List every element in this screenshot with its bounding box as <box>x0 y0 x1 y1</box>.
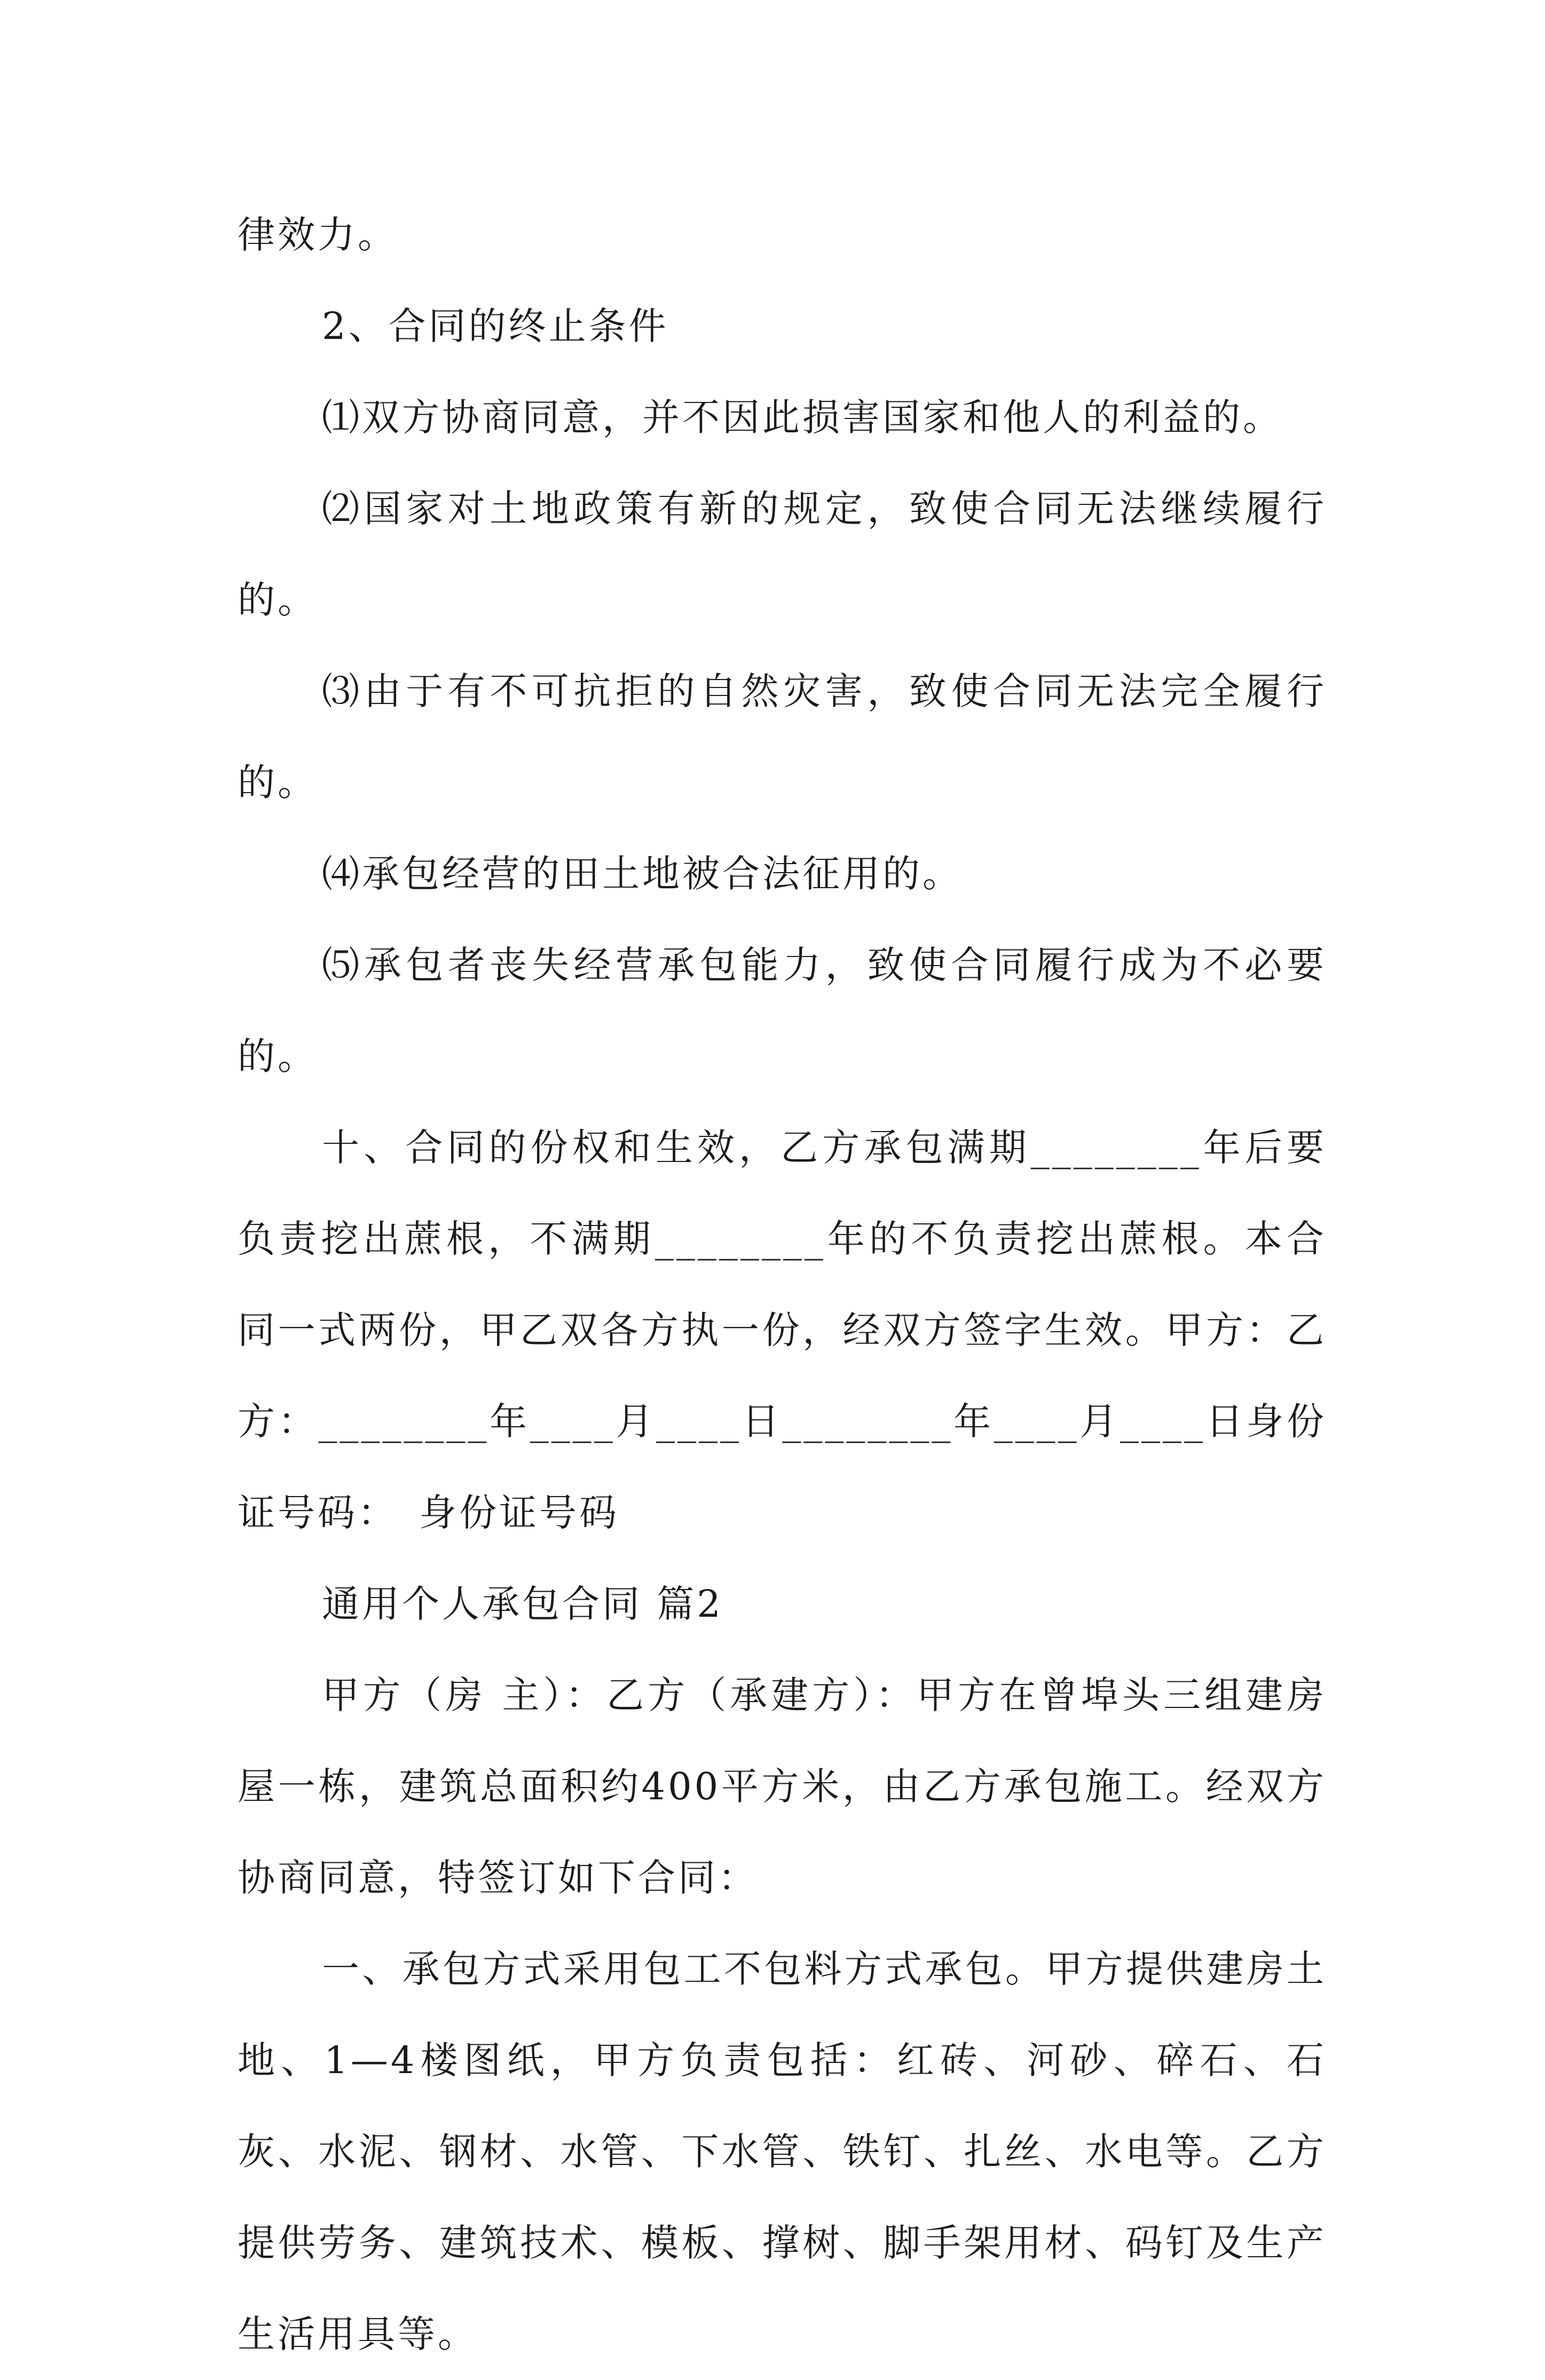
paragraph-condition-2: ⑵国家对土地政策有新的规定，致使合同无法继续履行的。 <box>238 487 1327 622</box>
paragraph-condition-1: ⑴双方协商同意，并不因此损害国家和他人的利益的。 <box>322 396 1283 439</box>
paragraph-termination-heading: 2、合同的终止条件 <box>322 304 669 348</box>
document-body <box>238 189 1327 2380</box>
paragraph-clause-one: 一、承包方式采用包工不包料方式承包。甲方提供建房土地、1—4楼图纸，甲方负责包括：红砖、河砂、碎石、石灰、水泥、钢材、水管、下水管、铁钉、扎丝、水电等。乙方提供劳务、建筑技术、模板、撑树、脚手架用材、码钉及生产生活用具等。 <box>238 1947 1327 2356</box>
section-title: 通用个人承包合同 篇2 <box>322 1582 723 1626</box>
paragraph-condition-4: ⑷承包经营的田土地被合法征用的。 <box>322 852 963 896</box>
paragraph-parties: 甲方（房 主）：乙方（承建方）：甲方在曾埠头三组建房屋一栋，建筑总面积约400平方米，由乙方承包施工。经双方协商同意，特签订如下合同： <box>238 1673 1327 1900</box>
paragraph-condition-5: ⑸承包者丧失经营承包能力，致使合同履行成为不必要的。 <box>238 943 1327 1078</box>
paragraph-condition-3: ⑶由于有不可抗拒的自然灾害，致使合同无法完全履行的。 <box>238 669 1327 804</box>
paragraph-continuation: 律效力。 <box>238 213 398 257</box>
paragraph-clause-ten: 十、合同的份权和生效，乙方承包满期________年后要负责挖出蔗根，不满期________年的不负责挖出蔗根。本合同一式两份，甲乙双各方执一份，经双方签字生效。甲方：乙方：________年____月____日________年____月____日身份证号码： 身份证号码 <box>238 1126 1327 1535</box>
